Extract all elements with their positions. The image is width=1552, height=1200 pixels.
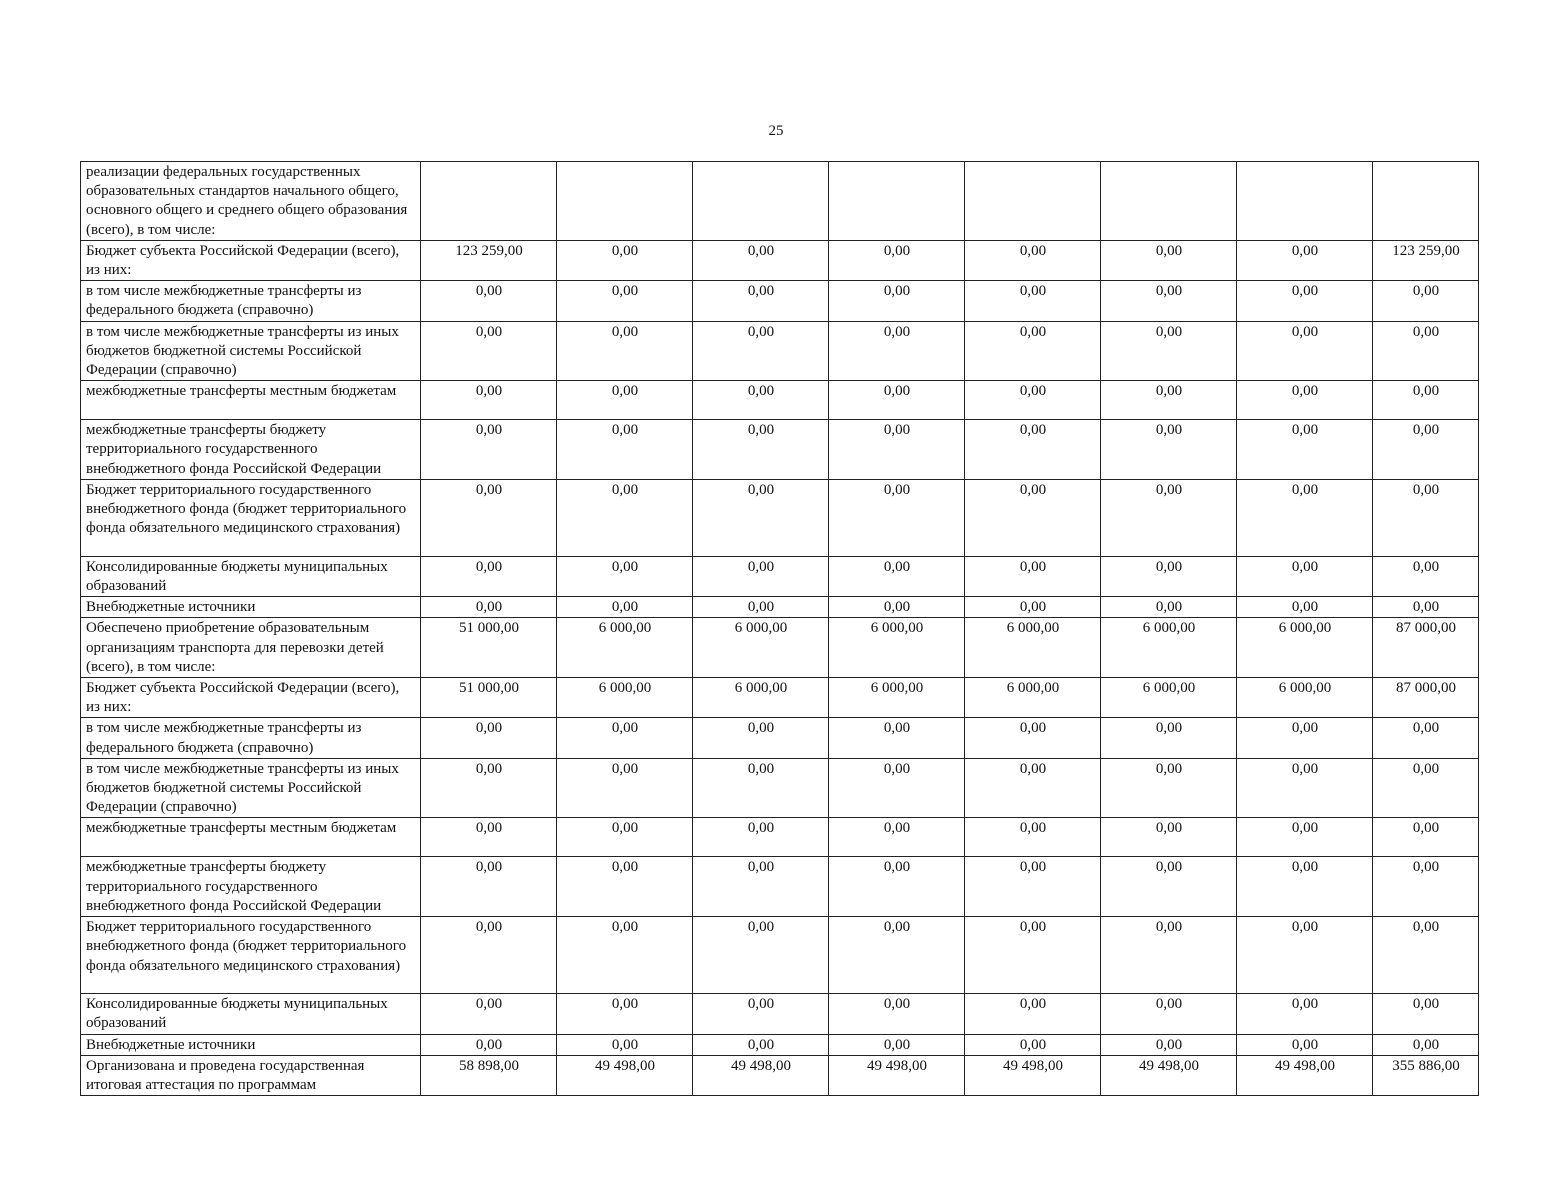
total-cell xyxy=(1373,162,1479,241)
row-label: Внебюджетные источники xyxy=(81,597,421,618)
value-cell: 0,00 xyxy=(1237,917,1373,994)
value-cell: 0,00 xyxy=(421,818,557,857)
value-cell: 0,00 xyxy=(1101,718,1237,758)
table-row xyxy=(81,381,1479,420)
value-cell: 0,00 xyxy=(557,556,693,596)
value-cell: 0,00 xyxy=(965,381,1101,420)
value-cell: 0,00 xyxy=(557,994,693,1034)
value-cell: 0,00 xyxy=(421,556,557,596)
value-cell: 0,00 xyxy=(965,758,1101,818)
value-cell xyxy=(965,162,1101,241)
value-cell: 6 000,00 xyxy=(965,678,1101,718)
value-cell: 0,00 xyxy=(965,597,1101,618)
value-cell: 0,00 xyxy=(1101,281,1237,321)
value-cell xyxy=(693,162,829,241)
table-row xyxy=(81,994,1479,1034)
value-cell: 0,00 xyxy=(1101,857,1237,917)
total-cell: 0,00 xyxy=(1373,758,1479,818)
value-cell: 0,00 xyxy=(557,420,693,480)
total-cell: 0,00 xyxy=(1373,479,1479,556)
value-cell: 0,00 xyxy=(829,818,965,857)
value-cell: 0,00 xyxy=(421,857,557,917)
row-label: в том числе межбюджетные трансферты из иных бюджетов бюджетной системы Российской Федерации (справочно) xyxy=(81,321,421,381)
value-cell: 0,00 xyxy=(1101,556,1237,596)
value-cell: 0,00 xyxy=(1237,994,1373,1034)
value-cell: 0,00 xyxy=(557,1034,693,1055)
value-cell: 0,00 xyxy=(693,240,829,280)
value-cell: 6 000,00 xyxy=(557,678,693,718)
total-cell: 355 886,00 xyxy=(1373,1055,1479,1095)
total-cell: 0,00 xyxy=(1373,556,1479,596)
row-label: Бюджет территориального государственного внебюджетного фонда (бюджет территориального фонда обязательного медицинского страхования) xyxy=(81,479,421,556)
row-label: Организована и проведена государственная итоговая аттестация по программам xyxy=(81,1055,421,1095)
row-label: в том числе межбюджетные трансферты из иных бюджетов бюджетной системы Российской Федерации (справочно) xyxy=(81,758,421,818)
value-cell: 0,00 xyxy=(1237,857,1373,917)
value-cell xyxy=(557,162,693,241)
value-cell: 0,00 xyxy=(557,321,693,381)
row-label: Консолидированные бюджеты муниципальных образований xyxy=(81,994,421,1034)
row-label: реализации федеральных государственных образовательных стандартов начального общего, основного общего и среднего общего образования (всего), в том числе: xyxy=(81,162,421,241)
value-cell: 0,00 xyxy=(1101,321,1237,381)
value-cell: 0,00 xyxy=(421,994,557,1034)
row-label: Бюджет субъекта Российской Федерации (всего), из них: xyxy=(81,678,421,718)
value-cell: 0,00 xyxy=(693,758,829,818)
value-cell: 0,00 xyxy=(965,240,1101,280)
table-row xyxy=(81,758,1479,818)
value-cell: 0,00 xyxy=(829,321,965,381)
value-cell: 0,00 xyxy=(965,718,1101,758)
value-cell: 6 000,00 xyxy=(965,618,1101,678)
value-cell: 0,00 xyxy=(1237,321,1373,381)
value-cell: 0,00 xyxy=(693,281,829,321)
page-number: 25 xyxy=(768,123,784,139)
table-row xyxy=(81,718,1479,758)
value-cell: 0,00 xyxy=(1101,381,1237,420)
value-cell: 0,00 xyxy=(829,917,965,994)
value-cell: 6 000,00 xyxy=(829,678,965,718)
value-cell: 0,00 xyxy=(557,818,693,857)
value-cell: 0,00 xyxy=(829,556,965,596)
value-cell: 49 498,00 xyxy=(1237,1055,1373,1095)
table-row xyxy=(81,479,1479,556)
total-cell: 123 259,00 xyxy=(1373,240,1479,280)
row-label: Бюджет субъекта Российской Федерации (всего), из них: xyxy=(81,240,421,280)
value-cell: 0,00 xyxy=(1237,597,1373,618)
value-cell: 0,00 xyxy=(829,281,965,321)
value-cell: 51 000,00 xyxy=(421,678,557,718)
table-row xyxy=(81,1034,1479,1055)
value-cell: 0,00 xyxy=(965,994,1101,1034)
row-label: Обеспечено приобретение образовательным организациям транспорта для перевозки детей (всего), в том числе: xyxy=(81,618,421,678)
value-cell: 0,00 xyxy=(829,479,965,556)
value-cell: 49 498,00 xyxy=(1101,1055,1237,1095)
value-cell: 0,00 xyxy=(557,857,693,917)
value-cell: 0,00 xyxy=(1237,1034,1373,1055)
value-cell: 0,00 xyxy=(421,281,557,321)
value-cell xyxy=(829,162,965,241)
value-cell: 0,00 xyxy=(1101,917,1237,994)
value-cell: 0,00 xyxy=(693,1034,829,1055)
value-cell: 6 000,00 xyxy=(1237,678,1373,718)
row-label: межбюджетные трансферты местным бюджетам xyxy=(81,818,421,857)
total-cell: 0,00 xyxy=(1373,917,1479,994)
value-cell: 0,00 xyxy=(421,381,557,420)
table-row xyxy=(81,818,1479,857)
table-row xyxy=(81,917,1479,994)
total-cell: 0,00 xyxy=(1373,718,1479,758)
value-cell: 0,00 xyxy=(557,381,693,420)
value-cell: 49 498,00 xyxy=(693,1055,829,1095)
table-row xyxy=(81,1055,1479,1095)
value-cell: 0,00 xyxy=(693,597,829,618)
value-cell: 0,00 xyxy=(557,479,693,556)
total-cell: 0,00 xyxy=(1373,381,1479,420)
value-cell: 0,00 xyxy=(965,1034,1101,1055)
value-cell: 0,00 xyxy=(421,479,557,556)
value-cell: 49 498,00 xyxy=(829,1055,965,1095)
value-cell: 0,00 xyxy=(965,321,1101,381)
total-cell: 0,00 xyxy=(1373,857,1479,917)
table-row xyxy=(81,420,1479,480)
value-cell: 0,00 xyxy=(693,321,829,381)
value-cell: 0,00 xyxy=(557,597,693,618)
value-cell: 0,00 xyxy=(421,917,557,994)
value-cell: 0,00 xyxy=(693,479,829,556)
value-cell: 0,00 xyxy=(1237,281,1373,321)
value-cell: 0,00 xyxy=(965,420,1101,480)
value-cell: 0,00 xyxy=(693,381,829,420)
total-cell: 0,00 xyxy=(1373,420,1479,480)
value-cell: 0,00 xyxy=(1101,758,1237,818)
value-cell xyxy=(1237,162,1373,241)
value-cell: 49 498,00 xyxy=(557,1055,693,1095)
table-row xyxy=(81,281,1479,321)
value-cell: 0,00 xyxy=(693,994,829,1034)
value-cell: 0,00 xyxy=(693,718,829,758)
value-cell: 0,00 xyxy=(1237,240,1373,280)
row-label: межбюджетные трансферты бюджету территориального государственного внебюджетного фонда Российской Федерации xyxy=(81,857,421,917)
value-cell: 0,00 xyxy=(829,758,965,818)
total-cell: 0,00 xyxy=(1373,1034,1479,1055)
total-cell: 0,00 xyxy=(1373,321,1479,381)
value-cell: 123 259,00 xyxy=(421,240,557,280)
value-cell xyxy=(421,162,557,241)
value-cell: 0,00 xyxy=(1101,240,1237,280)
value-cell: 6 000,00 xyxy=(693,618,829,678)
table-row xyxy=(81,321,1479,381)
value-cell: 0,00 xyxy=(1101,1034,1237,1055)
row-label: межбюджетные трансферты местным бюджетам xyxy=(81,381,421,420)
value-cell: 0,00 xyxy=(1237,556,1373,596)
value-cell: 0,00 xyxy=(829,381,965,420)
value-cell: 6 000,00 xyxy=(1101,618,1237,678)
value-cell: 0,00 xyxy=(421,321,557,381)
value-cell: 0,00 xyxy=(1237,381,1373,420)
value-cell xyxy=(1101,162,1237,241)
value-cell: 0,00 xyxy=(1237,718,1373,758)
table-row xyxy=(81,597,1479,618)
table-row xyxy=(81,240,1479,280)
table-row xyxy=(81,556,1479,596)
value-cell: 0,00 xyxy=(1237,758,1373,818)
value-cell: 0,00 xyxy=(965,917,1101,994)
value-cell: 0,00 xyxy=(1101,479,1237,556)
value-cell: 0,00 xyxy=(1237,420,1373,480)
total-cell: 0,00 xyxy=(1373,818,1479,857)
value-cell: 0,00 xyxy=(829,597,965,618)
value-cell: 0,00 xyxy=(421,1034,557,1055)
value-cell: 0,00 xyxy=(421,420,557,480)
value-cell: 0,00 xyxy=(965,818,1101,857)
row-label: в том числе межбюджетные трансферты из федерального бюджета (справочно) xyxy=(81,718,421,758)
value-cell: 0,00 xyxy=(829,240,965,280)
value-cell: 6 000,00 xyxy=(1101,678,1237,718)
table-row xyxy=(81,857,1479,917)
value-cell: 0,00 xyxy=(829,1034,965,1055)
value-cell: 0,00 xyxy=(1101,994,1237,1034)
table-row xyxy=(81,618,1479,678)
value-cell: 0,00 xyxy=(693,420,829,480)
value-cell: 0,00 xyxy=(693,857,829,917)
value-cell: 0,00 xyxy=(557,240,693,280)
value-cell: 0,00 xyxy=(1101,597,1237,618)
value-cell: 0,00 xyxy=(557,281,693,321)
value-cell: 0,00 xyxy=(965,857,1101,917)
value-cell: 0,00 xyxy=(693,556,829,596)
value-cell: 0,00 xyxy=(1237,479,1373,556)
value-cell: 0,00 xyxy=(421,597,557,618)
value-cell: 0,00 xyxy=(1237,818,1373,857)
value-cell: 0,00 xyxy=(829,718,965,758)
total-cell: 0,00 xyxy=(1373,597,1479,618)
value-cell: 0,00 xyxy=(829,420,965,480)
value-cell: 0,00 xyxy=(1101,818,1237,857)
value-cell: 0,00 xyxy=(557,718,693,758)
row-label: межбюджетные трансферты бюджету территориального государственного внебюджетного фонда Российской Федерации xyxy=(81,420,421,480)
value-cell: 6 000,00 xyxy=(829,618,965,678)
total-cell: 87 000,00 xyxy=(1373,618,1479,678)
table-row xyxy=(81,162,1479,241)
total-cell: 87 000,00 xyxy=(1373,678,1479,718)
value-cell: 0,00 xyxy=(693,818,829,857)
value-cell: 0,00 xyxy=(557,758,693,818)
value-cell: 0,00 xyxy=(829,857,965,917)
value-cell: 0,00 xyxy=(693,917,829,994)
value-cell: 0,00 xyxy=(1101,420,1237,480)
value-cell: 6 000,00 xyxy=(557,618,693,678)
value-cell: 6 000,00 xyxy=(693,678,829,718)
value-cell: 0,00 xyxy=(965,479,1101,556)
row-label: Внебюджетные источники xyxy=(81,1034,421,1055)
row-label: Бюджет территориального государственного внебюджетного фонда (бюджет территориального фонда обязательного медицинского страхования) xyxy=(81,917,421,994)
total-cell: 0,00 xyxy=(1373,281,1479,321)
total-cell: 0,00 xyxy=(1373,994,1479,1034)
row-label: в том числе межбюджетные трансферты из федерального бюджета (справочно) xyxy=(81,281,421,321)
value-cell: 49 498,00 xyxy=(965,1055,1101,1095)
value-cell: 6 000,00 xyxy=(1237,618,1373,678)
table-row xyxy=(81,678,1479,718)
value-cell: 0,00 xyxy=(829,994,965,1034)
value-cell: 0,00 xyxy=(421,718,557,758)
value-cell: 0,00 xyxy=(965,281,1101,321)
value-cell: 0,00 xyxy=(965,556,1101,596)
value-cell: 0,00 xyxy=(421,758,557,818)
value-cell: 0,00 xyxy=(557,917,693,994)
value-cell: 58 898,00 xyxy=(421,1055,557,1095)
budget-table xyxy=(80,161,1479,1096)
value-cell: 51 000,00 xyxy=(421,618,557,678)
row-label: Консолидированные бюджеты муниципальных образований xyxy=(81,556,421,596)
